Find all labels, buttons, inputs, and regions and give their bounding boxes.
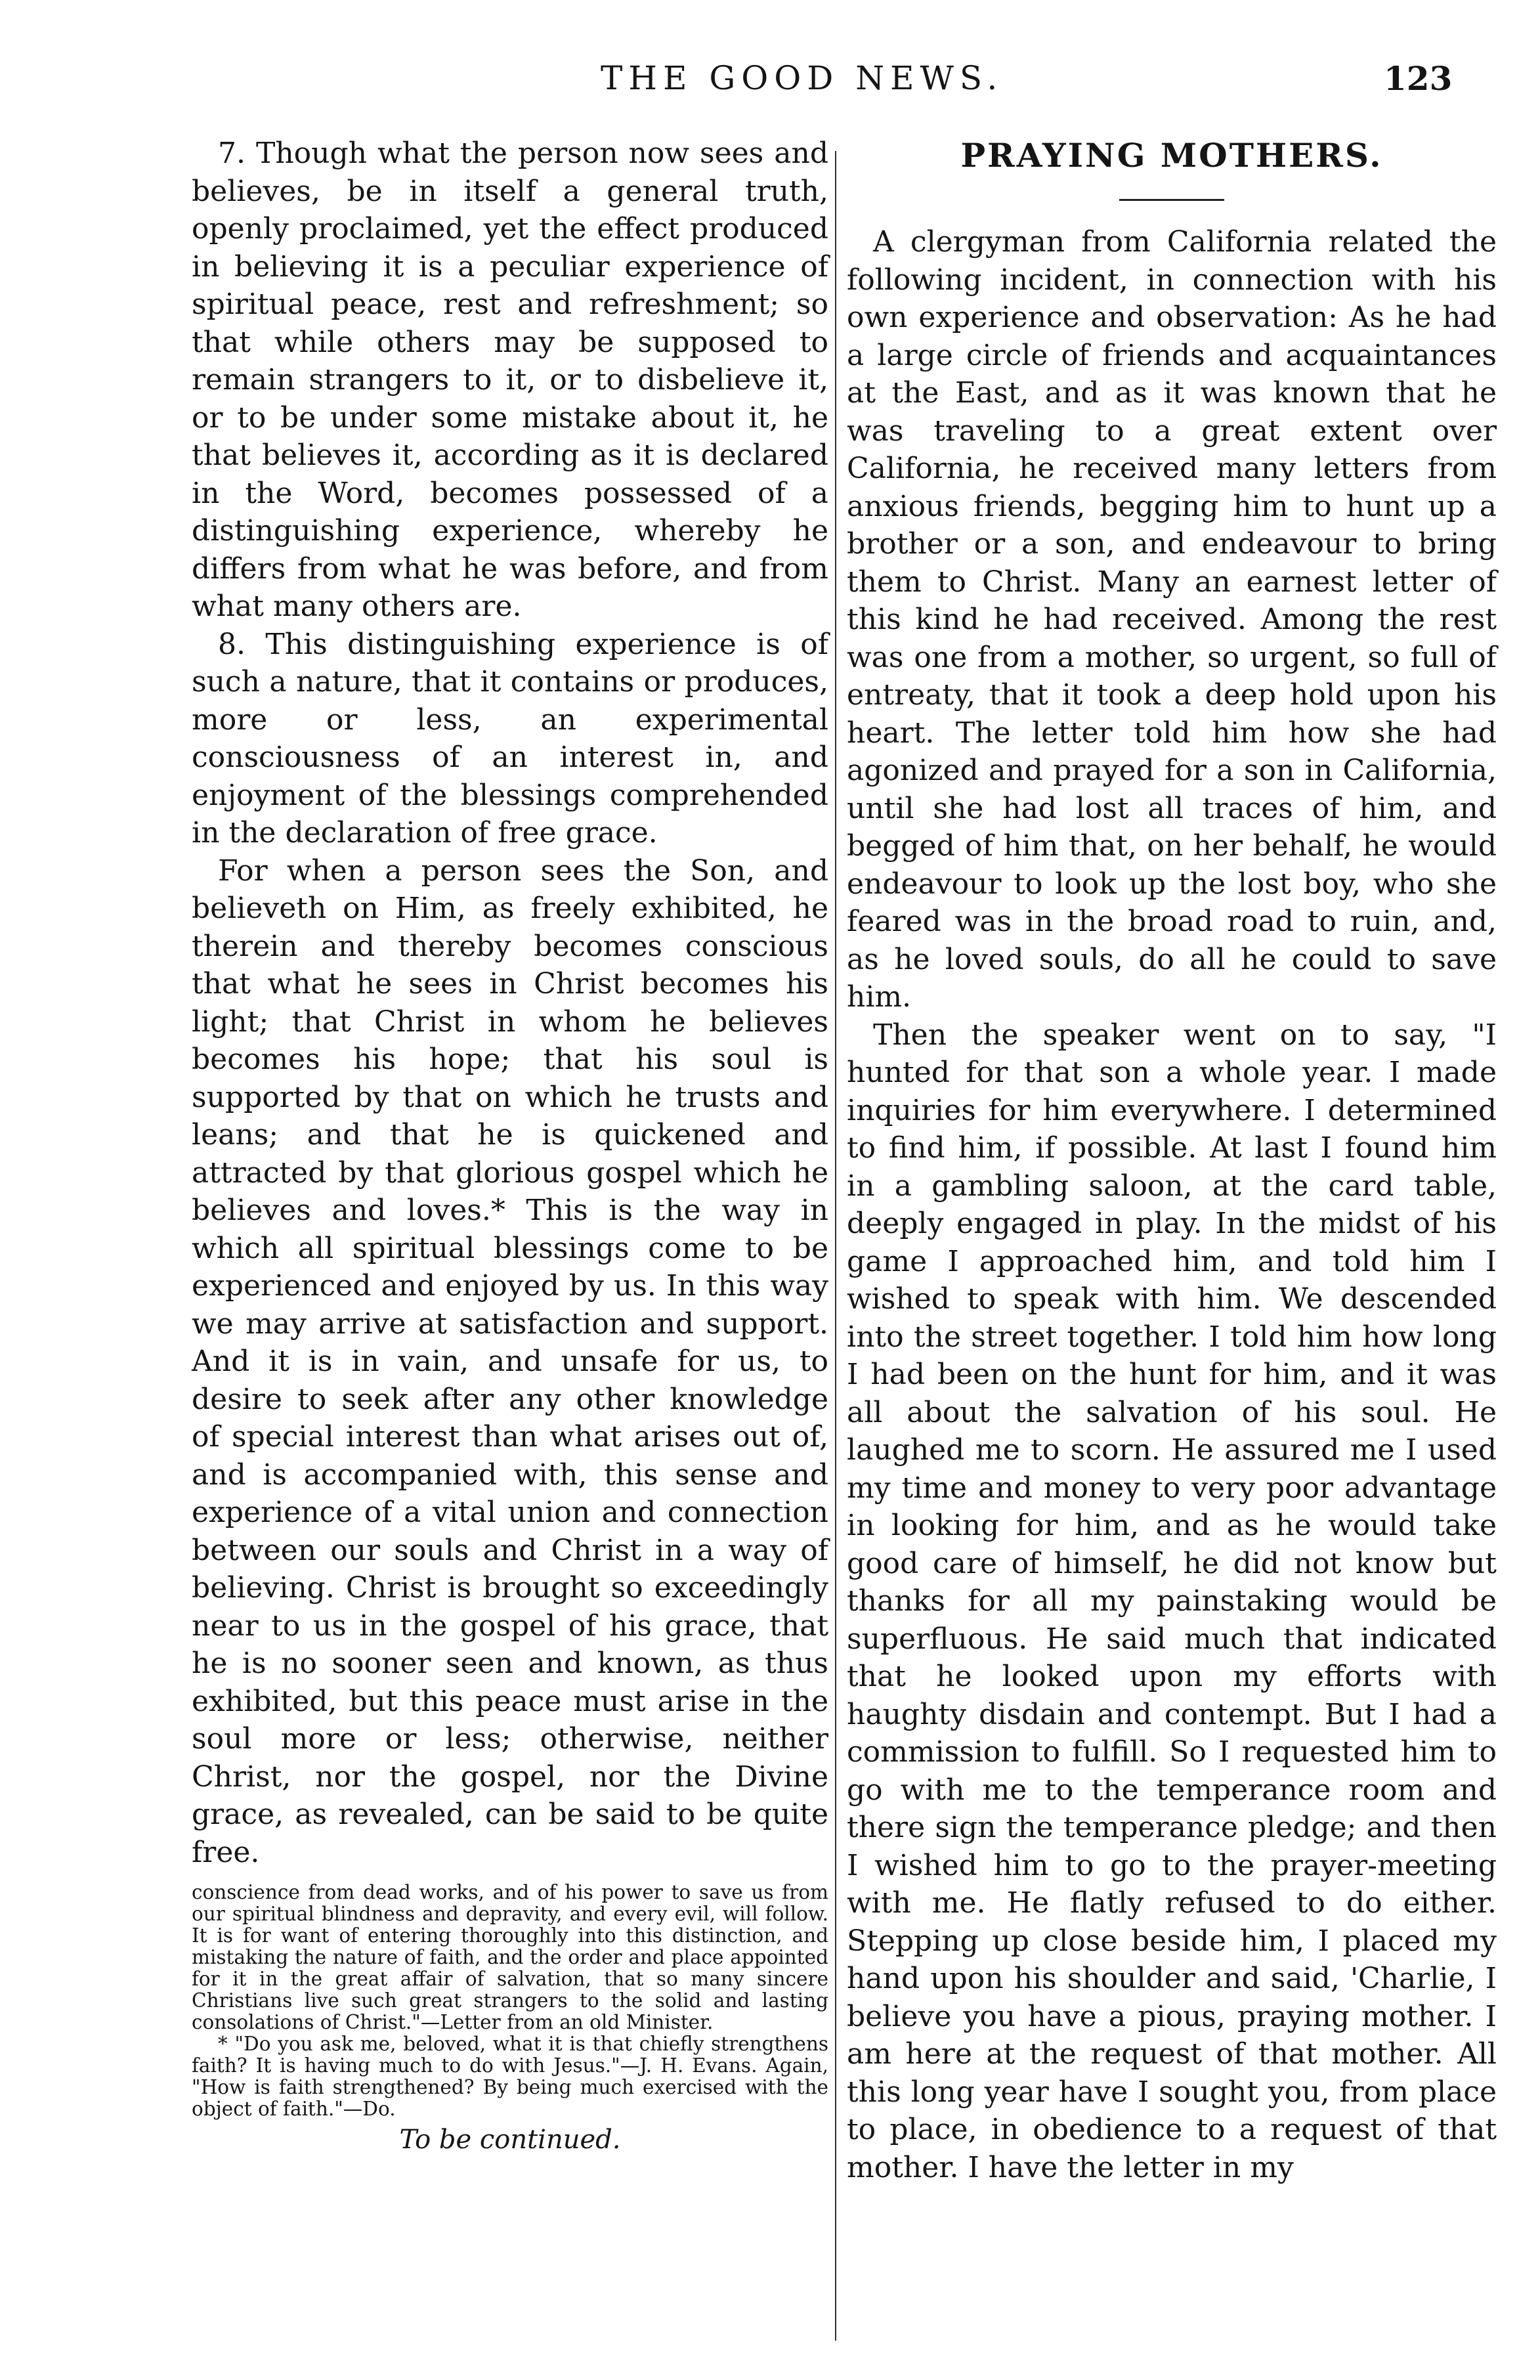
title-rule: [1119, 199, 1224, 201]
paragraph-for-when: For when a person sees the Son, and believeth on Him, as freely exhibited, he therein and thereby becomes conscious that what he sees in Christ becomes his light; that Christ in whom he believes becomes his hope; that his soul is supported by that on which he trusts and leans; and that he is quickened and attracted by that glorious gospel which he believes and loves.* This is the way in which all spiritual blessings come to be experienced and enjoyed by us. In this way we may arrive at satisfaction and support. And it is in vain, and unsafe for us, to desire to seek after any other knowledge of special interest than what arises out of, and is accompanied with, this sense and experience of a vital union and connection between our souls and Christ in a way of believing. Christ is brought so exceedingly near to us in the gospel of his grace, that he is no sooner seen and known, as thus exhibited, but this peace must arise in the soul more or less; otherwise, neither Christ, nor the gospel, nor the Divine grace, as revealed, can be said to be quite free.: [192, 854, 828, 1869]
paragraph-7: 7. Though what the person now sees and believes, be in itself a general truth, openly proclaimed, yet the effect produced in believing it is a peculiar experience of spiritual peace, rest and refreshment; so that while others may be supposed to remain strangers to it, or to disbelieve it, or to be under some mistake about it, he that believes it, according as it is declared in the Word, becomes possessed of a distinguishing experience, whereby he differs from what he was before, and from what many others are.: [192, 137, 828, 623]
paragraph-8: 8. This distinguishing experience is of such a nature, that it contains or produces, more or less, an experimental consciousness of an interest in, and enjoyment of the blessings comprehended in the declaration of free grace.: [192, 627, 828, 850]
footnote-continued: conscience from dead works, and of his power to save us from our spiritual blindness and depravity, and every evil, will follow. It is for want of entering thoroughly into this distinction, and mistaking the nature of faith, and the order and place appointed for it in the great affair of salvation, that so many sincere Christians live such great strangers to the solid and lasting consolations of Christ."—Letter from an old Minister.: [192, 1881, 828, 2033]
page-header: [0, 47, 1540, 113]
article-title: PRAYING MOTHERS.: [960, 136, 1383, 175]
right-column: [847, 135, 1497, 2186]
story-paragraph-1: A clergyman from California related the following incident, in connection with his own experience and observation: As he had a large circle of friends and acquaintances at the East, and as it was known that he was traveling to a great extent over California, he received many letters from anxious friends, begging him to hunt up a brother or a son, and endeavour to bring them to Christ. Many an earnest letter of this kind he had received. Among the rest was one from a mother, so urgent, so full of entreaty, that it took a deep hold upon his heart. The letter told him how she had agonized and prayed for a son in California, until she had lost all traces of him, and begged of him that, on her behalf, he would endeavour to look up the lost boy, who she feared was in the broad road to ruin, and, as he loved souls, do all he could to save him.: [847, 225, 1497, 1014]
running-head: THE GOOD NEWS.: [601, 59, 1004, 97]
page-number: 123: [1384, 59, 1453, 98]
column-divider: [835, 151, 836, 2341]
story-paragraph-2: Then the speaker went on to say, "I hunted for that son a whole year. I made inquiries for him everywhere. I determined to find him, if possible. At last I found him in a gambling saloon, at the card table, deeply engaged in play. In the midst of his game I approached him, and told him I wished to speak with him. We descended into the street together. I told him how long I had been on the hunt for him, and it was all about the salvation of his soul. He laughed me to scorn. He assured me I used my time and money to very poor advantage in looking for him, and as he would take good care of himself, he did not know but thanks for all my painstaking would be superfluous. He said much that indicated that he looked upon my efforts with haughty disdain and contempt. But I had a commission to fulfill. So I requested him to go with me to the temperance room and there sign the temperance pledge; and then I wished him to go to the prayer-meeting with me. He flatly refused to do either. Stepping up close beside him, I placed my hand upon his shoulder and said, 'Charlie, I believe you have a pious, praying mother. I am here at the request of that mother. All this long year have I sought you, from place to place, in obedience to a request of that mother. I have the letter in my: [847, 1018, 1497, 2184]
to-be-continued: To be continued.: [399, 2125, 621, 2155]
footnote-asterisk: * "Do you ask me, beloved, what it is that chiefly strengthens faith? It is having much to do with Jesus."—J. H. Evans. Again, "How is faith strengthened? By being much exercised with the object of faith."—Do.: [192, 2033, 828, 2120]
left-column: [192, 135, 828, 2159]
